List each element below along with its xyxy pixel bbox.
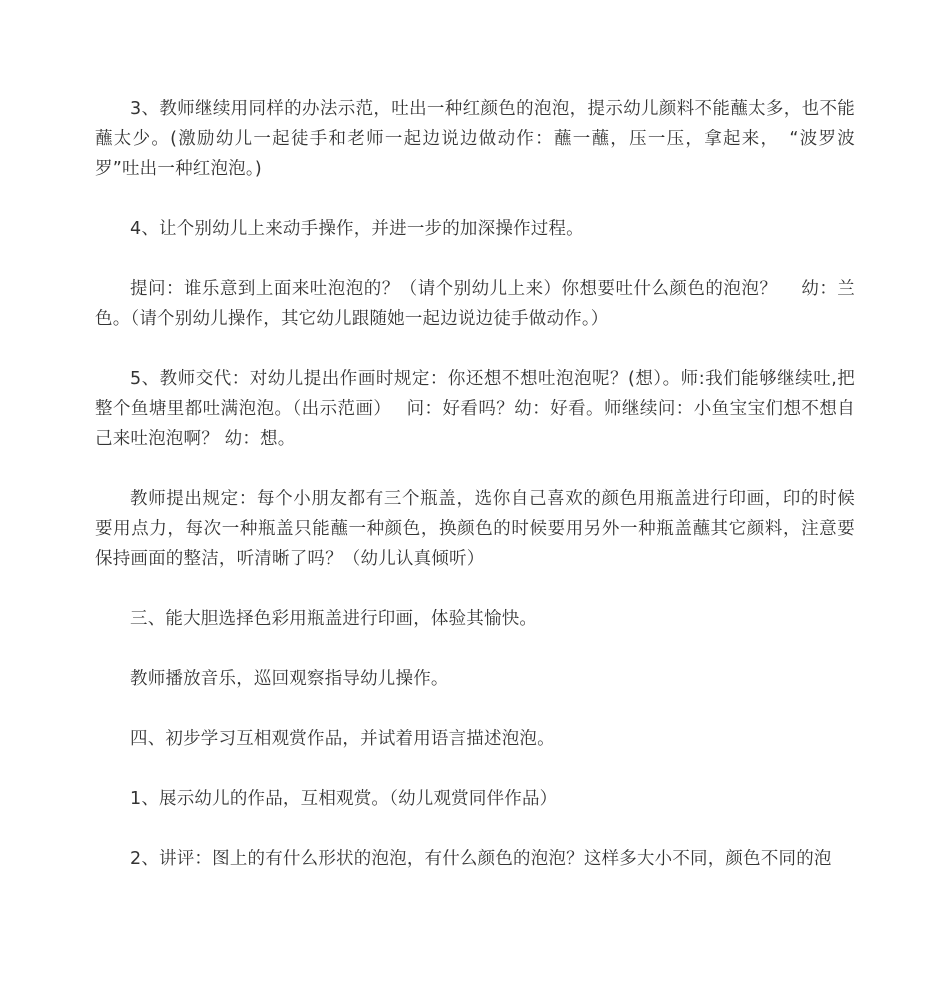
paragraph-question: 提问：谁乐意到上面来吐泡泡的？（请个别幼儿上来）你想要吐什么颜色的泡泡？ 幼：兰色。（请个别幼儿操作，其它幼儿跟随她一起边说边徒手做动作。） bbox=[95, 279, 855, 329]
paragraph-step-4: 4、让个别幼儿上来动手操作，并进一步的加深操作过程。 bbox=[130, 219, 584, 239]
paragraph-rules: 教师提出规定：每个小朋友都有三个瓶盖，选你自己喜欢的颜色用瓶盖进行印画，印的时候要用点力，每次一种瓶盖只能蘸一种颜色，换颜色的时候要用另外一种瓶盖蘸其它颜料，注意要保持画面的整洁，听清晰了吗？（幼儿认真倾听） bbox=[95, 489, 855, 569]
paragraph-music: 教师播放音乐，巡回观察指导幼儿操作。 bbox=[130, 669, 449, 689]
section-heading-3: 三、能大胆选择色彩用瓶盖进行印画，体验其愉快。 bbox=[130, 609, 538, 629]
paragraph-display: 1、展示幼儿的作品，互相观赏。（幼儿观赏同伴作品） bbox=[130, 789, 558, 809]
paragraph-comment: 2、讲评：图上的有什么形状的泡泡，有什么颜色的泡泡？这样多大小不同，颜色不同的泡 bbox=[130, 849, 832, 869]
paragraph-step-3: 3、教师继续用同样的办法示范，吐出一种红颜色的泡泡，提示幼儿颜料不能蘸太多，也不能蘸太少。(激励幼儿一起徒手和老师一起边说边做动作：蘸一蘸，压一压，拿起来， “波罗波罗”吐出一种红泡泡。) bbox=[95, 99, 855, 179]
document-page bbox=[95, 94, 855, 874]
paragraph-step-5: 5、教师交代：对幼儿提出作画时规定：你还想不想吐泡泡呢？(想）。师:我们能够继续吐,把整个鱼塘里都吐满泡泡。（出示范画） 问：好看吗？幼：好看。师继续问：小鱼宝宝们想不想自己来吐泡泡啊？ 幼：想。 bbox=[95, 369, 855, 449]
section-heading-4: 四、初步学习互相观赏作品，并试着用语言描述泡泡。 bbox=[130, 729, 555, 749]
